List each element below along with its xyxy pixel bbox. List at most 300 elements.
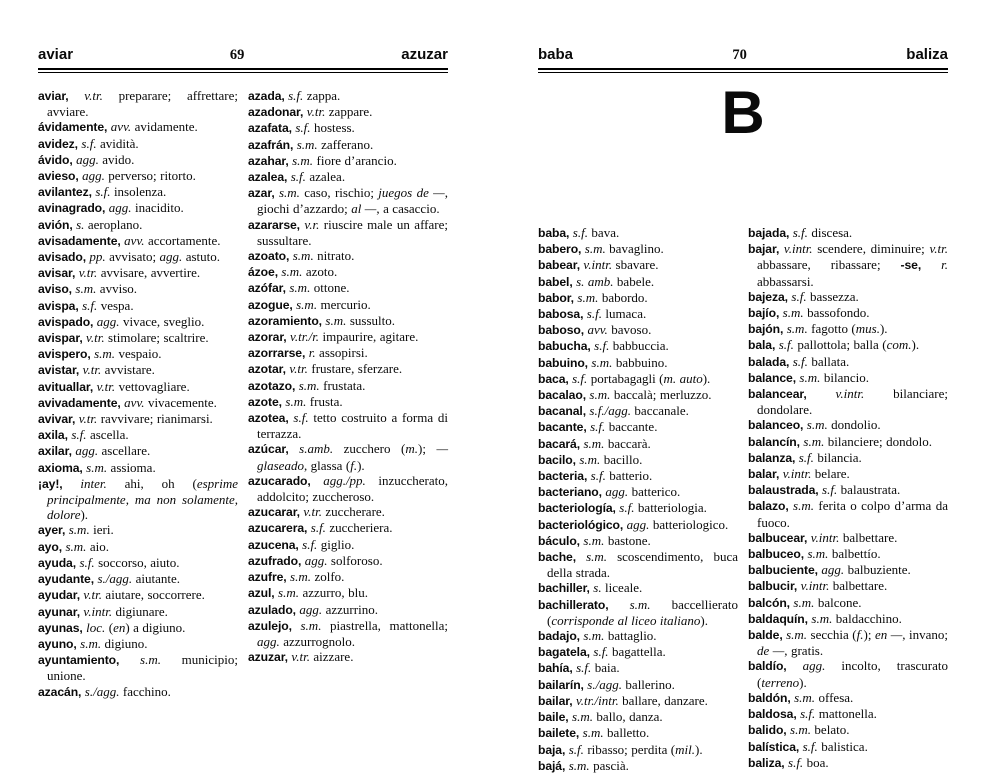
- headword: avisadamente,: [38, 233, 121, 248]
- definition-text: hostess.: [310, 120, 355, 136]
- dictionary-entry: [538, 241, 738, 257]
- column-1: [538, 225, 738, 774]
- grammar-label: s.f.: [799, 738, 818, 754]
- dictionary-entry: [748, 627, 948, 658]
- definition-text: ) a digiuno.: [125, 619, 186, 635]
- catchword-last: azuzar: [401, 46, 448, 63]
- dictionary-entry: [538, 533, 738, 549]
- definition-text: aeroplano.: [84, 216, 143, 232]
- page-left: [38, 46, 448, 774]
- definition-text: bassezza.: [806, 288, 859, 304]
- definition-text: , glassa (: [303, 457, 351, 473]
- definition-text: (: [105, 619, 114, 635]
- headword: balaustrada,: [748, 483, 819, 498]
- definition-text: pallottola; balla (: [793, 337, 887, 353]
- headword: azorrarse,: [248, 346, 306, 361]
- dictionary-entry: [38, 314, 238, 330]
- headword: bacteriológico,: [538, 517, 624, 532]
- headword: bacante,: [538, 420, 587, 435]
- definition-text: riuscire male un affare; sussultare.: [257, 216, 448, 248]
- definition-text: inzuccherato, addolcito; zuccheroso.: [257, 472, 448, 505]
- headword: azufre,: [248, 570, 287, 585]
- dictionary-entry: [538, 338, 738, 354]
- definition-text: offesa.: [815, 689, 854, 705]
- header-rule: [38, 68, 448, 73]
- headword: avinagrado,: [38, 201, 106, 216]
- text-columns: [538, 225, 948, 774]
- grammar-label: v.intr.: [579, 257, 613, 273]
- grammar-label: s.m.: [281, 393, 307, 409]
- headword: ayer,: [38, 523, 66, 538]
- dictionary-entry: [538, 597, 738, 628]
- grammar-label: agg.: [257, 633, 280, 649]
- dictionary-entry: [538, 484, 738, 500]
- definition-text: zappare.: [325, 104, 373, 120]
- grammar-label: agg.: [93, 313, 120, 329]
- headword: azucena,: [248, 537, 299, 552]
- grammar-label: agg.: [817, 562, 845, 578]
- headword: avión,: [38, 217, 73, 232]
- headword: avisar,: [38, 266, 76, 281]
- definition-text: digiunare.: [112, 603, 168, 619]
- headword: azucarar,: [248, 505, 300, 520]
- grammar-label: — glaseado: [257, 441, 448, 473]
- dictionary-entry: [748, 386, 948, 417]
- grammar-label: s.f.: [307, 520, 326, 536]
- definition-text: avvistare.: [101, 362, 155, 378]
- grammar-label: terreno: [761, 674, 800, 690]
- definition-text: insolenza.: [110, 184, 167, 200]
- headword: bacteriano,: [538, 485, 602, 500]
- definition-text: ballo, danza.: [592, 709, 663, 725]
- dictionary-entry: [248, 585, 448, 601]
- grammar-label: s.m.: [285, 280, 311, 296]
- definition-text: mercurio.: [317, 296, 371, 312]
- dictionary-entry: [538, 742, 738, 758]
- grammar-label: s.m.: [82, 459, 108, 475]
- dictionary-entry: [248, 104, 448, 120]
- dictionary-entry: [38, 119, 238, 135]
- dictionary-entry: [248, 169, 448, 185]
- dictionary-entry: [748, 289, 948, 305]
- headword: ávidamente,: [38, 120, 108, 135]
- grammar-label: inter.: [62, 475, 107, 491]
- headword: avieso,: [38, 169, 79, 184]
- grammar-label: agg.: [623, 516, 650, 532]
- grammar-label: v.intr.: [779, 466, 812, 482]
- headword: badajo,: [538, 629, 580, 644]
- grammar-label: s.m.: [62, 538, 87, 554]
- grammar-label: s.m.: [807, 610, 833, 626]
- headword: baboso,: [538, 323, 585, 338]
- headword: bacilo,: [538, 452, 576, 467]
- headword: bajá,: [538, 758, 566, 773]
- dictionary-entry: [38, 395, 238, 411]
- headword: bagatela,: [538, 645, 590, 660]
- definition-text: babbuccia.: [609, 338, 669, 354]
- headword: bache,: [538, 550, 577, 565]
- grammar-label: agg.: [601, 484, 629, 500]
- dictionary-entry: [748, 225, 948, 241]
- grammar-label: agg.: [786, 658, 826, 674]
- grammar-label: avv.: [584, 322, 608, 338]
- headword: baja,: [538, 742, 566, 757]
- definition-text: tetto costruito a forma di terrazza.: [257, 410, 448, 442]
- grammar-label: s./agg.: [94, 571, 133, 587]
- grammar-label: s.m.: [608, 596, 651, 612]
- grammar-label: al —: [351, 201, 377, 217]
- grammar-label: s.f.: [291, 120, 311, 136]
- dictionary-entry: [248, 297, 448, 313]
- grammar-label: mus.: [855, 321, 880, 337]
- definition-text: vespaio.: [115, 346, 162, 362]
- grammar-label: s.m.: [288, 152, 314, 168]
- grammar-label: s.f.: [565, 741, 584, 757]
- definition-text: boa.: [803, 754, 829, 770]
- definition-text: dondolio.: [827, 417, 881, 433]
- definition-text: ).: [695, 741, 703, 757]
- grammar-label: s./agg.: [583, 676, 622, 692]
- dictionary-entry: [38, 587, 238, 603]
- grammar-label: s.m.: [579, 725, 604, 741]
- grammar-label: com.: [886, 337, 912, 353]
- grammar-label: s.m.: [573, 289, 599, 305]
- definition-text: batterio.: [605, 468, 653, 484]
- headword: aviar,: [38, 89, 69, 103]
- grammar-label: v.tr.: [75, 265, 98, 281]
- headword: balbuciente,: [748, 563, 818, 578]
- definition-text: vivacemente.: [144, 394, 217, 410]
- dictionary-entry: [748, 450, 948, 466]
- definition-text: bilanciare; dondolare.: [757, 386, 948, 418]
- headword: aviso,: [38, 282, 72, 297]
- grammar-label: s.m.: [783, 321, 808, 337]
- definition-text: zuccheriera.: [325, 520, 393, 536]
- definition-text: zucchero (: [333, 441, 406, 457]
- headword: axioma,: [38, 460, 83, 475]
- dictionary-entry: [38, 522, 238, 538]
- grammar-label: s.m.: [71, 281, 97, 297]
- grammar-label: mil.: [675, 741, 695, 757]
- page-number: 69: [229, 47, 245, 63]
- definition-text: bassofondo.: [803, 305, 870, 321]
- headword: bala,: [748, 338, 776, 353]
- grammar-label: m. auto: [663, 370, 703, 386]
- grammar-label: loc.: [82, 619, 106, 635]
- grammar-label: s.f.: [78, 297, 98, 313]
- grammar-label: pp.: [85, 249, 106, 265]
- grammar-label: s.m.: [779, 305, 804, 321]
- dictionary-entry: [538, 322, 738, 338]
- grammar-label: esprime principalmente, ma non solamente, dolore: [47, 475, 239, 523]
- definition-text: ribasso; perdita (: [583, 741, 676, 757]
- grammar-label: juegos de —: [378, 185, 445, 201]
- grammar-label: avv.: [107, 119, 132, 135]
- definition-text: ballata.: [807, 353, 850, 369]
- headword: azotar,: [248, 362, 286, 377]
- headword: azulejo,: [248, 618, 292, 633]
- headword: balbucir,: [748, 579, 798, 594]
- definition-text: azalea.: [305, 169, 346, 185]
- grammar-label: s.m.: [76, 635, 102, 651]
- headword: azahar,: [248, 153, 289, 168]
- grammar-label: s.m.: [782, 627, 808, 643]
- headword: balazo,: [748, 499, 789, 514]
- headword: babuino,: [538, 355, 588, 370]
- dictionary-entry: [538, 355, 738, 371]
- definition-text: preparare; affrettare; avviare.: [47, 88, 238, 120]
- headword: ¡ay!,: [38, 476, 63, 491]
- grammar-label: s.m.: [286, 569, 311, 585]
- definition-text: balbuziente.: [844, 562, 911, 578]
- dictionary-entry: [538, 693, 738, 709]
- definition-text: abbassarsi.: [757, 273, 814, 289]
- definition-text: solforoso.: [327, 552, 383, 568]
- definition-text: assioma.: [107, 459, 156, 475]
- grammar-label: agg.: [159, 249, 183, 265]
- grammar-label: s.: [72, 216, 85, 232]
- dictionary-entry: [38, 379, 238, 395]
- grammar-label: s.amb.: [288, 441, 334, 457]
- definition-text: avviso.: [96, 281, 138, 297]
- headword: azuzar,: [248, 650, 288, 665]
- headword: avisado,: [38, 250, 86, 265]
- grammar-label: s.f./agg.: [585, 403, 631, 419]
- dictionary-entry: [38, 265, 238, 281]
- dictionary-entry: [248, 602, 448, 618]
- definition-text: zuccherare.: [321, 504, 385, 520]
- definition-text: piastrella, mattonella;: [321, 617, 449, 633]
- definition-text: vettovagliare.: [115, 378, 190, 394]
- headword: baile,: [538, 710, 569, 725]
- headword: ayudar,: [38, 588, 80, 603]
- definition-text: avidamente.: [131, 119, 198, 135]
- definition-text: ).: [799, 674, 807, 690]
- grammar-label: v.intr.: [807, 529, 840, 545]
- dictionary-entry: [538, 436, 738, 452]
- dictionary-entry: [748, 337, 948, 353]
- dictionary-entry: [38, 427, 238, 443]
- headword: bacanal,: [538, 404, 586, 419]
- grammar-label: s.f.: [796, 706, 816, 722]
- dictionary-entry: [538, 758, 738, 774]
- headword: bacará,: [538, 436, 580, 451]
- headword: ayuntamiento,: [38, 653, 120, 668]
- headword: -se,: [900, 258, 922, 273]
- definition-text: baia.: [591, 660, 620, 676]
- grammar-label: v.tr.: [79, 362, 102, 378]
- grammar-label: agg.: [105, 200, 132, 216]
- grammar-label: s.f.: [589, 644, 609, 660]
- headword: balística,: [748, 739, 800, 754]
- grammar-label: v.intr.: [79, 603, 113, 619]
- definition-text: azzurro, blu.: [299, 585, 368, 601]
- headword: azucarera,: [248, 521, 308, 536]
- definition-text: astuto.: [182, 249, 221, 265]
- grammar-label: s.f.: [583, 306, 602, 322]
- dictionary-entry: [538, 517, 738, 533]
- grammar-label: s.f.: [586, 419, 606, 435]
- headword: azararse,: [248, 217, 300, 232]
- headword: azoato,: [248, 249, 290, 264]
- headword: avispa,: [38, 298, 79, 313]
- definition-text: bavaglino.: [605, 241, 664, 257]
- definition-text: frusta.: [306, 393, 343, 409]
- dictionary-entry: [38, 168, 238, 184]
- definition-text: aiutare, soccorrere.: [101, 587, 205, 603]
- definition-text: bagattella.: [608, 644, 666, 660]
- definition-text: ferita o colpo d’arma da fuoco.: [757, 498, 948, 530]
- dictionary-entry: [248, 378, 448, 394]
- dictionary-entry: [248, 649, 448, 665]
- catchword-first: baba: [538, 46, 574, 63]
- dictionary-entry: [38, 233, 238, 249]
- headword: baldosa,: [748, 707, 797, 722]
- dictionary-entry: [248, 473, 448, 504]
- grammar-label: v.tr.: [82, 330, 105, 346]
- grammar-label: s.m.: [295, 377, 320, 393]
- headword: ávido,: [38, 152, 73, 167]
- definition-text: frustata.: [319, 377, 366, 393]
- grammar-label: s.m.: [274, 585, 299, 601]
- headword: bacteria,: [538, 469, 588, 484]
- definition-text: ascella.: [86, 427, 129, 443]
- headword: babero,: [538, 242, 582, 257]
- dictionary-entry: [538, 274, 738, 290]
- definition-text: , invano;: [902, 627, 948, 643]
- definition-text: batterico.: [628, 484, 681, 500]
- dictionary-entry: [38, 249, 238, 265]
- grammar-label: s. amb.: [572, 273, 614, 289]
- definition-text: secchia (: [807, 627, 857, 643]
- definition-text: );: [417, 441, 437, 457]
- headword: bacteriología,: [538, 501, 616, 516]
- grammar-label: s.f.: [298, 536, 318, 552]
- grammar-label: v.tr.: [285, 361, 308, 377]
- definition-text: accortamente.: [144, 232, 221, 248]
- definition-text: impaurire, agitare.: [319, 329, 419, 345]
- dictionary-entry: [248, 394, 448, 410]
- headword: baldío,: [748, 659, 787, 674]
- definition-text: aizzare.: [309, 649, 354, 665]
- dictionary-entry: [538, 628, 738, 644]
- grammar-label: agg.: [72, 151, 99, 167]
- headword: balbucear,: [748, 530, 808, 545]
- grammar-label: v.tr.: [75, 411, 98, 427]
- definition-text: balaustrata.: [837, 482, 901, 498]
- definition-text: babbuino.: [612, 354, 668, 370]
- headword: bajío,: [748, 306, 780, 321]
- dictionary-entry: [748, 755, 948, 771]
- definition-text: portabagagli (: [587, 370, 664, 386]
- definition-text: bavoso.: [607, 322, 652, 338]
- headword: bajar,: [748, 242, 780, 257]
- grammar-label: s.f.: [615, 500, 635, 516]
- headword: balancear,: [748, 387, 807, 402]
- definition-text: babordo.: [598, 289, 648, 305]
- grammar-label: s.f.: [287, 169, 306, 185]
- dictionary-entry: [38, 88, 238, 119]
- headword: ayuda,: [38, 555, 77, 570]
- headword: bailar,: [538, 693, 573, 708]
- dictionary-entry: [38, 571, 238, 587]
- dictionary-entry: [538, 290, 738, 306]
- definition-text: balbettare.: [839, 529, 898, 545]
- column-1: [38, 88, 238, 700]
- headword: babor,: [538, 290, 574, 305]
- grammar-label: s.f.: [789, 225, 808, 240]
- definition-text: ballerino.: [621, 676, 675, 692]
- definition-text: avido.: [98, 151, 135, 167]
- grammar-label: s.m.: [580, 435, 605, 451]
- definition-text: battaglio.: [604, 628, 657, 644]
- grammar-label: s.m.: [804, 546, 829, 562]
- dictionary-entry: [538, 677, 738, 693]
- dictionary-entry: [248, 248, 448, 264]
- dictionary-entry: [38, 539, 238, 555]
- definition-text: balbettare.: [829, 578, 888, 594]
- definition-text: ).: [700, 612, 708, 628]
- headword: balde,: [748, 628, 783, 643]
- definition-text: batteriologia.: [634, 500, 707, 516]
- grammar-label: s.m.: [293, 136, 318, 152]
- dictionary-entry: [38, 460, 238, 476]
- dictionary-entry: [248, 153, 448, 169]
- dictionary-entry: [748, 305, 948, 321]
- headword: bailete,: [538, 726, 580, 741]
- grammar-label: s.m.: [292, 296, 318, 312]
- definition-text: bava.: [587, 225, 620, 240]
- dictionary-entry: [248, 345, 448, 361]
- headword: balancín,: [748, 434, 800, 449]
- dictionary-entry: [538, 371, 738, 387]
- headword: babear,: [538, 258, 580, 273]
- headword: azotazo,: [248, 378, 296, 393]
- definition-text: abbassare, ribassare;: [757, 257, 901, 273]
- headword: avilantez,: [38, 185, 92, 200]
- headword: baca,: [538, 371, 569, 386]
- dictionary-entry: [38, 555, 238, 571]
- dictionary-entry: [38, 636, 238, 652]
- definition-text: discesa.: [807, 225, 853, 240]
- dictionary-entry: [748, 530, 948, 546]
- definition-text: incolto, trascurato (: [757, 658, 949, 690]
- section-letter-block: [538, 73, 948, 225]
- headword: axila,: [38, 428, 68, 443]
- grammar-label: corrisponde al liceo italiano: [551, 612, 701, 628]
- definition-text: nitrato.: [313, 248, 355, 264]
- dictionary-entry: [748, 241, 948, 289]
- definition-text: avvisare, avvertire.: [97, 265, 201, 281]
- grammar-label: s.f.: [91, 184, 111, 200]
- dictionary-entry: [538, 500, 738, 516]
- grammar-label: s.: [589, 580, 602, 596]
- definition-text: ).: [879, 321, 888, 337]
- definition-text: ascellare.: [98, 443, 151, 459]
- headword: azote,: [248, 394, 282, 409]
- dictionary-entry: [248, 553, 448, 569]
- grammar-label: en —: [874, 627, 903, 643]
- dictionary-entry: [38, 217, 238, 233]
- dictionary-entry: [248, 361, 448, 377]
- headword: avispar,: [38, 331, 83, 346]
- grammar-label: s.f.: [568, 370, 588, 386]
- definition-text: batteriologico.: [649, 516, 729, 532]
- definition-text: inacidito.: [131, 200, 184, 216]
- grammar-label: s.f.: [77, 135, 97, 151]
- headword: azacán,: [38, 684, 82, 699]
- grammar-label: en: [113, 619, 126, 635]
